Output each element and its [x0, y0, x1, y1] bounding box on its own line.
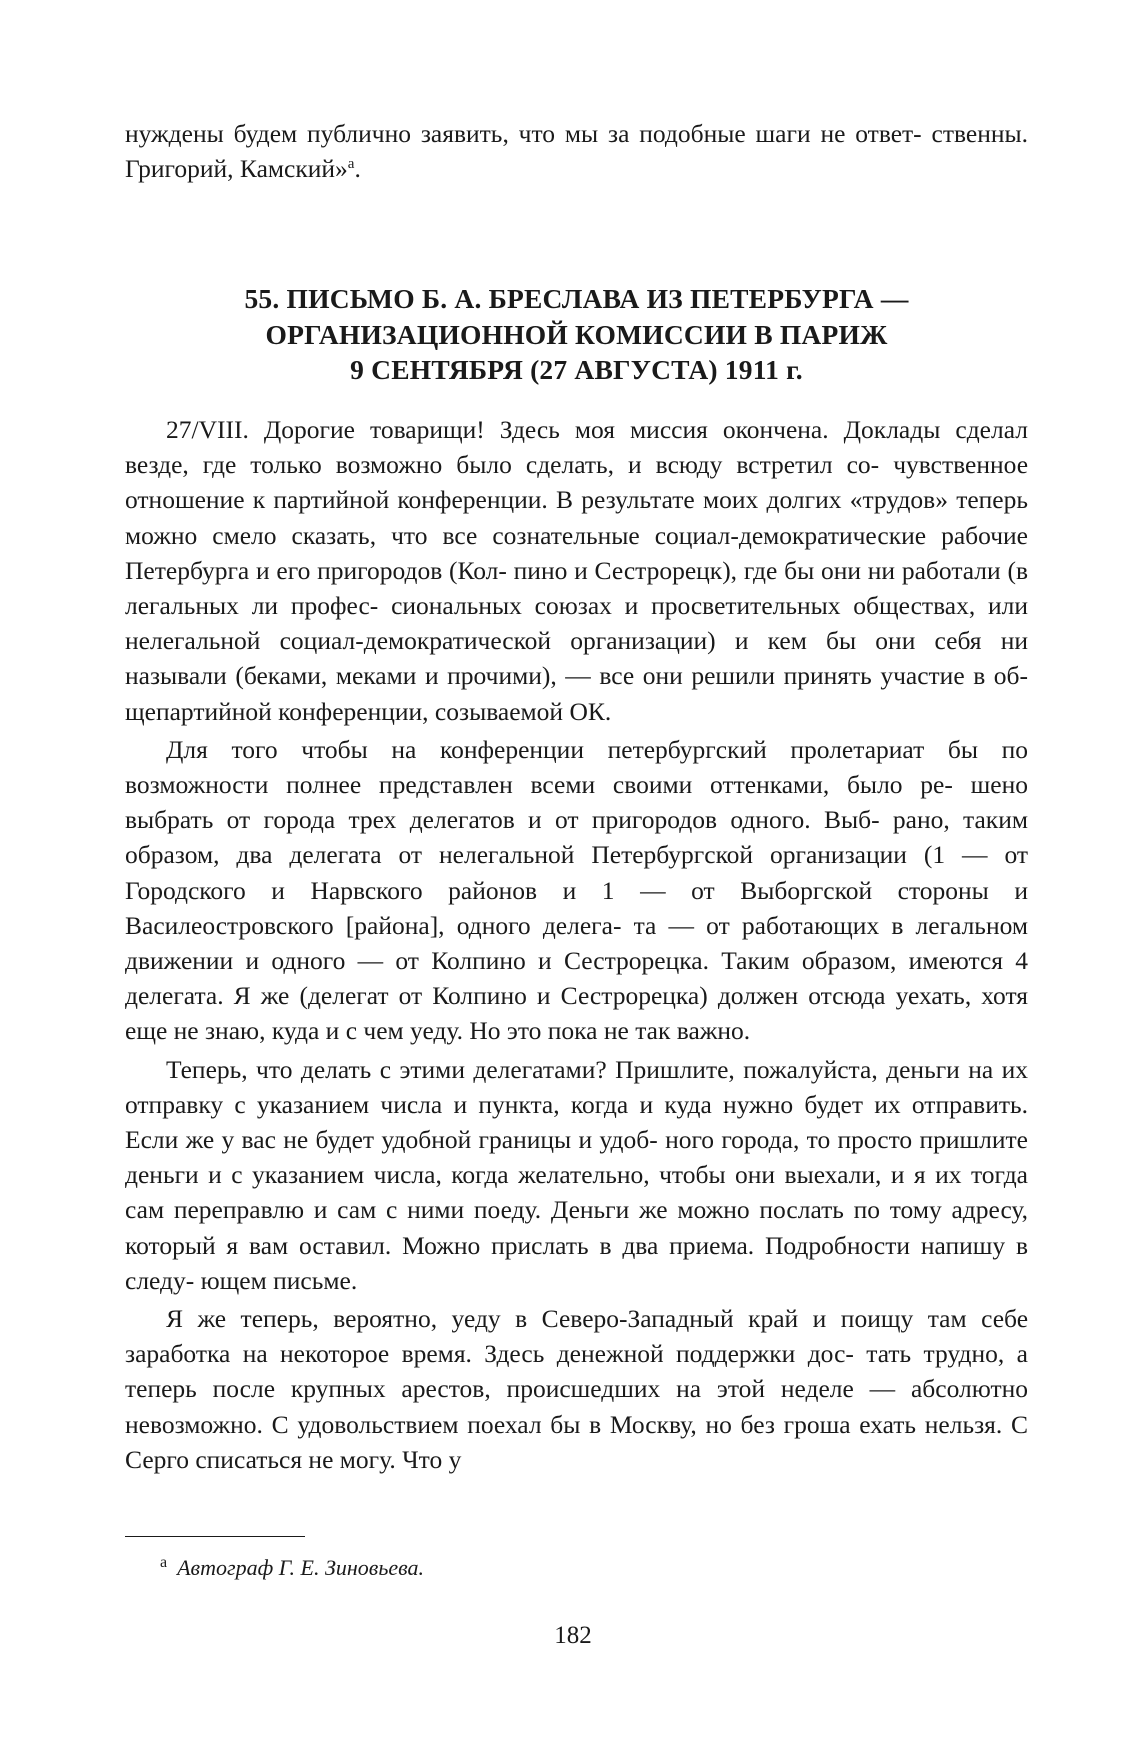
text-line: оставил. Можно прислать в два приема. Подробности напишу в следу-: [125, 1230, 1029, 1295]
text-line: ними поеду. Деньги же можно послать по тому адресу, который я вам: [125, 1195, 1028, 1260]
text-line: сделал везде, где только возможно было сделать, и всюду встретил со-: [125, 414, 1028, 480]
text-line: возможности полнее представлен всеми своими оттенками, было ре-: [125, 769, 953, 799]
carryover-line-1: нуждены будем публично заявить, что мы за подобные шаги не ответ-: [125, 119, 922, 148]
carryover-line-2: ственны. Григорий, Камский»: [125, 119, 1029, 184]
text-line: куда и с чем уеду. Но это пока не так важно.: [271, 1016, 751, 1046]
footnote: [160, 1553, 424, 1583]
text-line: щепартийной конференции, созываемой ОК.: [125, 696, 612, 726]
body-paragraph-4: [125, 1301, 1028, 1477]
footnote-divider: [125, 1536, 305, 1537]
text-line: себе заработка на некоторое время. Здесь денежной поддержки дос-: [125, 1303, 1029, 1369]
text-line: Теперь, что делать с этими делегатами? Пришлите, пожалуйста,: [166, 1054, 878, 1084]
text-line: ющем письме.: [200, 1265, 358, 1295]
body-paragraph-3: [125, 1052, 1028, 1298]
carryover-paragraph: [125, 116, 1028, 186]
carryover-end: .: [354, 154, 361, 184]
footnote-mark: а: [160, 1554, 168, 1571]
text-line: социал-демократические рабочие Петербурга и его пригородов (Кол-: [125, 520, 1028, 585]
text-line: желательно, чтобы они выехали, и я их тогда сам переправлю и сам с: [125, 1160, 1028, 1225]
text-line: та — от работающих в легальном движении и одного — от Колпино и: [125, 910, 1028, 975]
text-line: сиональных союзах и просветительных обществах, или нелегальной: [125, 590, 1029, 656]
text-line: долгих «трудов» теперь можно смело сказать, что все сознательные: [125, 485, 1028, 550]
heading-line-1: 55. ПИСЬМО Б. А. БРЕСЛАВА ИЗ ПЕТЕРБУРГА —: [244, 283, 909, 315]
document-heading: [125, 281, 1028, 388]
text-line: будет их отправить. Если же у вас не будет удобной границы и удоб-: [125, 1089, 1029, 1154]
text-line: 27/VIII. Дорогие товарищи! Здесь моя миссия окончена. Доклады: [166, 414, 941, 444]
text-line: деньги на их отправку с указанием числа и пункта, когда и куда нужно: [125, 1054, 1028, 1119]
text-line: пино и Сестрорецк), где бы они ни работали (в легальных ли профес-: [125, 555, 1028, 620]
page-number: 182: [554, 1622, 592, 1649]
text-line: Колпино и Сестрорецка) должен отсюда уехать, хотя еще не знаю,: [125, 981, 1029, 1046]
heading-line-3: 9 СЕНТЯБРЯ (27 АВГУСТА) 1911 г.: [350, 354, 803, 386]
text-line: рано, таким образом, два делегата от нелегальной Петербургской: [125, 805, 1028, 870]
text-line: Сестрорецка. Таким образом, имеются 4 делегата. Я же (делегат от: [125, 945, 1029, 1011]
text-line: тать трудно, а теперь после крупных арестов, происшедших на этой: [125, 1339, 1029, 1404]
text-line: Я же теперь, вероятно, уеду в Северо-Западный край и поищу там: [166, 1303, 967, 1333]
page-body: [125, 116, 1028, 1477]
text-line: организации (1 — от Городского и Нарвского районов и 1 — от: [125, 840, 1028, 905]
text-line: чувственное отношение к партийной конференции. В результате моих: [125, 450, 1029, 515]
footnote-text: Автограф Г. Е. Зиновьева.: [177, 1555, 425, 1580]
text-line: шено выбрать от города трех делегатов и от пригородов одного. Выб-: [125, 769, 1028, 835]
footnote-reference: а: [347, 156, 355, 173]
body-paragraph-1: [125, 412, 1028, 729]
text-line: (беками, меками и прочими), — все они решили принять участие в об-: [235, 661, 1028, 691]
text-line: ного города, то просто пришлите деньги и с указанием числа, когда: [125, 1124, 1028, 1190]
heading-line-2: ОРГАНИЗАЦИОННОЙ КОМИССИИ В ПАРИЖ: [265, 318, 888, 350]
body-paragraph-2: [125, 732, 1028, 1049]
text-line: неделе — абсолютно невозможно. С удовольствием поехал бы в: [125, 1374, 1028, 1439]
text-line: Москву, но без гроша ехать нельзя. С Серго списаться не могу. Что у: [125, 1409, 1028, 1474]
text-line: Для того чтобы на конференции петербургский пролетариат бы по: [166, 734, 1028, 764]
text-line: социал-демократической организации) и кем бы они себя ни называли: [125, 626, 1029, 691]
text-line: Выборгской стороны и Василеостровского [района], одного делега-: [125, 875, 1028, 940]
